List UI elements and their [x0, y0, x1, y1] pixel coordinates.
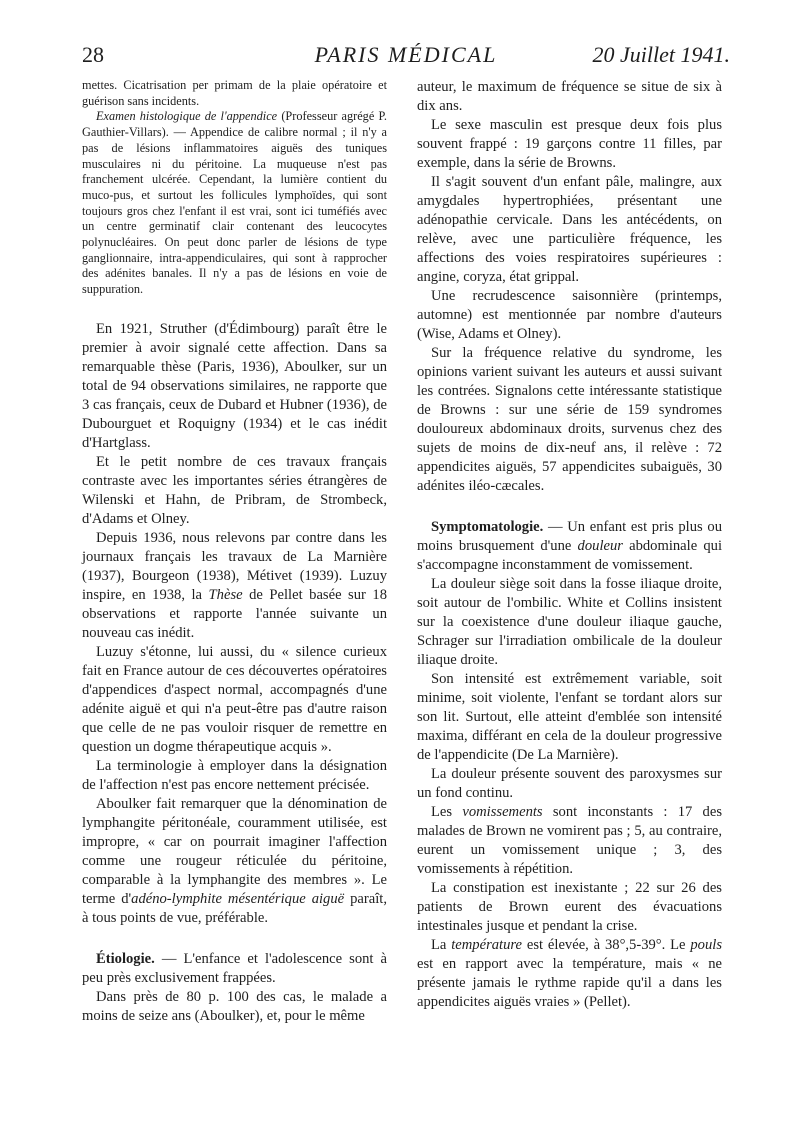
case-notes [82, 78, 387, 298]
body-paragraph: La terminologie à employer dans la désignation de l'affection n'est pas encore nettement précisée. [82, 757, 387, 793]
body-paragraph: Une recrudescence saisonnière (printemps, automne) est mentionnée par nombre d'auteurs (Wise, Adams et Olney). [417, 288, 722, 342]
body-paragraph: Aboulker fait remarquer que la dénomination de lymphangite péritonéale, couramment utilisée, est impropre, « car on pourrait imaginer l'affection comme une rougeur réticulée du péritoine, comparable à la lymphangite des membres ». Le terme d'adéno-lymphite mésentérique aiguë paraît, à tous points de vue, préférable. [82, 795, 387, 926]
body-paragraph: Luzuy s'étonne, lui aussi, du « silence curieux fait en France autour de ces découvertes opératoires d'appendices d'aspect normal, accompagnés d'une adénite aiguë et qui n'a peut-être pas d'autre raison que celle de ne pas vouloir risquer de remettre en question un dogme thérapeutique acquis ». [82, 643, 387, 755]
body-paragraph: Il s'agit souvent d'un enfant pâle, malingre, aux amygdales hypertrophiées, présentant une adénopathie cervicale. Dans les antécédents, on relève, avec une particulière fréquence, les affections des voies respiratoires supérieures : angine, coryza, état grippal. [417, 174, 722, 285]
journal-title: PARIS MÉDICAL [314, 42, 498, 67]
body-paragraph: Dans près de 80 p. 100 des cas, le malade a moins de seize ans (Aboulker), et, pour le même [82, 988, 387, 1024]
section-etiologie: Étiologie. — L'enfance et l'adolescence sont à peu près exclusivement frappées. [82, 950, 387, 986]
body-paragraph: Les vomissements sont inconstants : 17 des malades de Brown ne vomirent pas ; 5, au contraire, eurent un vomissement unique ; 3, des vomissements à répétition. [417, 804, 722, 877]
body-paragraph: Depuis 1936, nous relevons par contre dans les journaux français les travaux de La Marnière (1937), Bourgeon (1938), Métivet (1939). Luzuy inspire, en 1938, la Thèse de Pellet basée sur 18 observations et rapporte l'année suivante un nouveau cas inédit. [82, 529, 387, 641]
page-number: 28 [82, 42, 104, 67]
body-paragraph: En 1921, Struther (d'Édimbourg) paraît être le premier à avoir signalé cette affection. Dans sa remarquable thèse (Paris, 1936), Aboulker, sur un total de 94 observations similaires, ne rapporte que 3 cas français, ceux de Dubard et Hubner (1936), de Dubourguet et Roquigny (1934) et le cas inédit d'Hartglass. [82, 320, 387, 451]
body-paragraph: La température est élevée, à 38°,5-39°. Le pouls est en rapport avec la température, mais « ne présente jamais le rythme rapide qu'il a dans les appendicites aiguës vraies » (Pellet). [417, 937, 722, 1010]
right-column [417, 78, 722, 1012]
section-heading: Symptomatologie. [431, 519, 544, 535]
issue-date: 20 Juillet 1941. [592, 42, 730, 67]
note-label: Examen histologique de l'appendice [96, 109, 278, 124]
body-paragraph: Sur la fréquence relative du syndrome, les opinions varient suivant les auteurs et aussi suivant les contrées. Signalons cette intéressante statistique de Browns : sur une série de 159 syndromes douloureux abdominaux droits, survenus chez des sujets de moins de dix-neuf ans, il relève : 72 appendicites aiguës, 57 appendicites subaiguës, 30 adénites iléo-cæcales. [417, 345, 722, 494]
body-paragraph: La douleur présente souvent des paroxysmes sur un fond continu. [417, 766, 722, 801]
note-paragraph: mettes. Cicatrisation per primam de la plaie opératoire et guérison sans incidents. [82, 78, 387, 108]
body-paragraph: La douleur siège soit dans la fosse iliaque droite, soit autour de l'ombilic. White et Collins insistent sur la coexistence d'une douleur iliaque gauche, Schrager sur l'irradiation ombilicale de la douleur iliaque droite. [417, 576, 722, 668]
body-paragraph: Et le petit nombre de ces travaux français contraste avec les importantes séries étrangères de Wilenski et Hahn, de Pribram, de Strombeck, d'Adams et Olney. [82, 453, 387, 527]
body-paragraph: auteur, le maximum de fréquence se situe de six à dix ans. [417, 79, 722, 114]
section-heading: Étiologie. [96, 950, 155, 967]
left-column [82, 78, 387, 1026]
note-paragraph: Examen histologique de l'appendice (Professeur agrégé P. Gauthier-Villars). — Appendice de calibre normal ; il n'y a pas de lésions inflammatoires aiguës des tuniques musculaires ni du péritoine. La muqueuse n'est pas franchement ulcérée. Cependant, la lumière contient du muco-pus, et surtout les follicules lymphoïdes, qui sont toujours gros chez l'enfant il est vrai, sont ici tuméfiés avec un centre germinatif clair contenant des leucocytes polynucléaires. On peut donc parler de lésions de type ganglionnaire, intra-appendiculaires, qui sont à rapprocher des adénites banales. Il n'y a pas de lésions en voie de suppuration. [82, 109, 388, 297]
body-paragraph: La constipation est inexistante ; 22 sur 26 des patients de Brown eurent des évacuations intestinales jusque et pendant la crise. [417, 880, 722, 934]
running-header [82, 42, 730, 76]
body-paragraph: Son intensité est extrêmement variable, soit minime, soit violente, l'enfant se tordant alors sur son lit. Surtout, elle atteint d'emblée son intensité maxima, différant en cela de la douleur progressive de l'appendicite (De La Marnière). [417, 671, 722, 763]
body-paragraph: Le sexe masculin est presque deux fois plus souvent frappé : 19 garçons contre 11 filles, par exemple, dans la série de Browns. [417, 117, 722, 171]
section-symptomatologie: Symptomatologie. — Un enfant est pris plus ou moins brusquement d'une douleur abdominale qui s'accompagne inconstamment de vomissement. [417, 519, 722, 573]
